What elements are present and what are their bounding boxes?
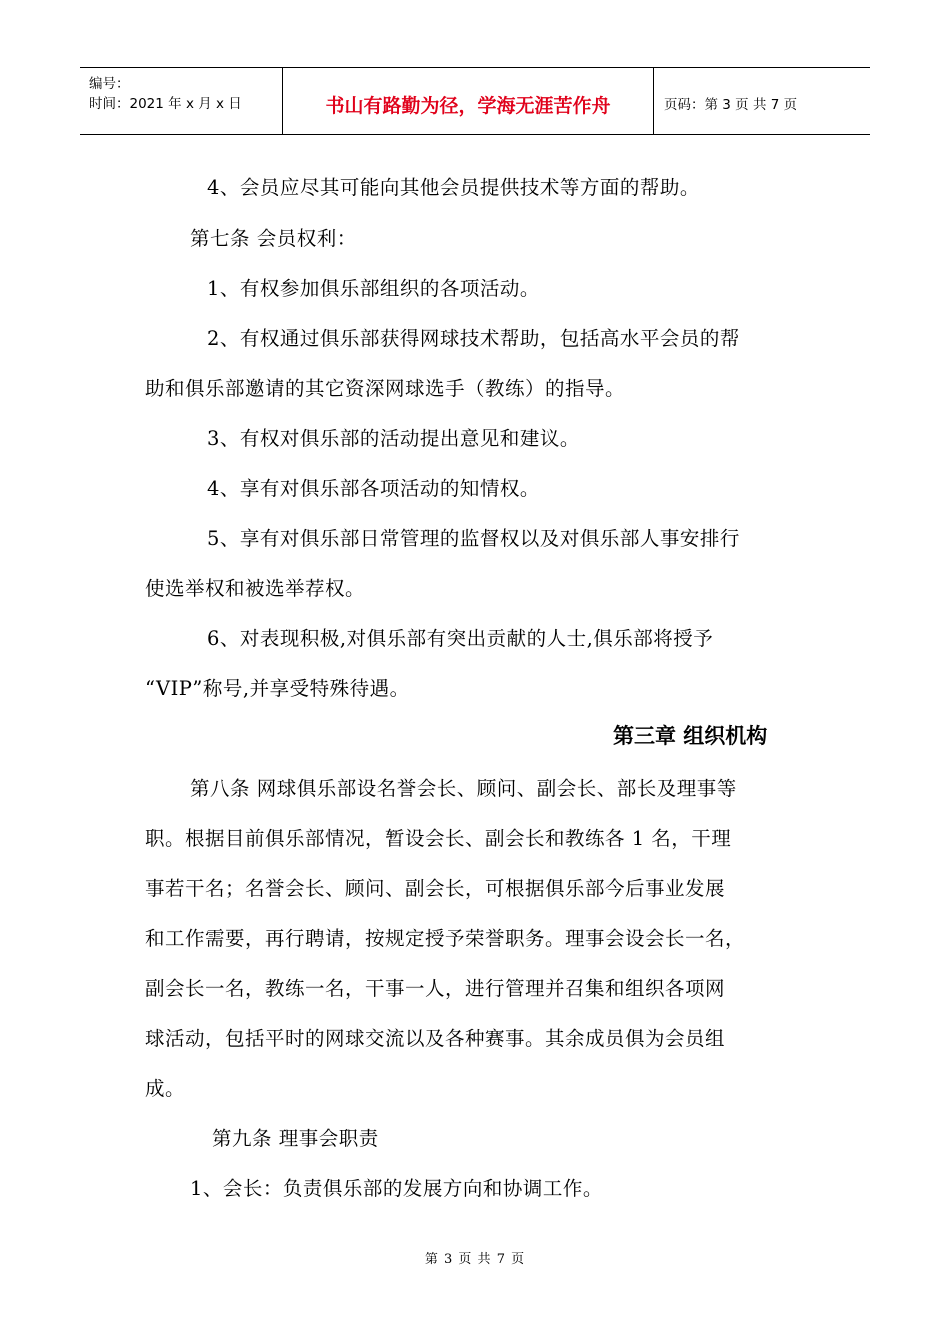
paragraph-line: 职。根据目前俱乐部情况，暂设会长、副会长和教练各 1 名，干理 [145, 827, 732, 850]
paragraph-line: 3、有权对俱乐部的活动提出意见和建议。 [207, 427, 580, 450]
paragraph-line: 1、有权参加俱乐部组织的各项活动。 [207, 277, 540, 300]
article-title: 第九条 理事会职责 [212, 1127, 379, 1150]
paragraph-line: 6、对表现积极,对俱乐部有突出贡献的人士,俱乐部将授予 [207, 627, 714, 650]
paragraph-line: 第八条 网球俱乐部设名誉会长、顾问、副会长、部长及理事等 [190, 777, 737, 800]
paragraph-line: 1、会长：负责俱乐部的发展方向和协调工作。 [190, 1177, 603, 1200]
paragraph-line: 成。 [145, 1077, 186, 1100]
article-title: 第七条 会员权利： [190, 227, 357, 250]
page-footer: 第 3 页 共 7 页 [424, 1252, 526, 1267]
paragraph-line: 5、享有对俱乐部日常管理的监督权以及对俱乐部人事安排行 [207, 527, 740, 550]
paragraph-line: 球活动，包括平时的网球交流以及各种赛事。其余成员俱为会员组 [145, 1027, 726, 1050]
paragraph-line: 事若干名；名誉会长、顾问、副会长，可根据俱乐部今后事业发展 [145, 877, 726, 900]
page-header [80, 67, 870, 135]
document-date: 时间：2021 年 x 月 x 日 [89, 96, 242, 112]
header-motto: 书山有路勤为径，学海无涯苦作舟 [282, 68, 654, 134]
header-page-info: 页码：第 3 页 共 7 页 [664, 97, 798, 113]
paragraph-line: 副会长一名，教练一名，干事一人，进行管理并召集和组织各项网 [145, 977, 726, 1000]
document-number-label: 编号： [89, 76, 130, 92]
paragraph-line: 助和俱乐部邀请的其它资深网球选手（教练）的指导。 [145, 377, 626, 400]
paragraph-line: “VIP”称号,并享受特殊待遇。 [145, 677, 410, 700]
header-meta [80, 68, 282, 134]
paragraph-line: 2、有权通过俱乐部获得网球技术帮助，包括高水平会员的帮 [207, 327, 740, 350]
paragraph-line: 和工作需要，再行聘请，按规定授予荣誉职务。理事会设会长一名， [145, 927, 746, 950]
paragraph-line: 4、享有对俱乐部各项活动的知情权。 [207, 477, 540, 500]
paragraph-line: 4、会员应尽其可能向其他会员提供技术等方面的帮助。 [207, 176, 700, 199]
paragraph-line: 使选举权和被选举荐权。 [145, 577, 366, 600]
chapter-heading: 第三章 组织机构 [613, 724, 768, 748]
